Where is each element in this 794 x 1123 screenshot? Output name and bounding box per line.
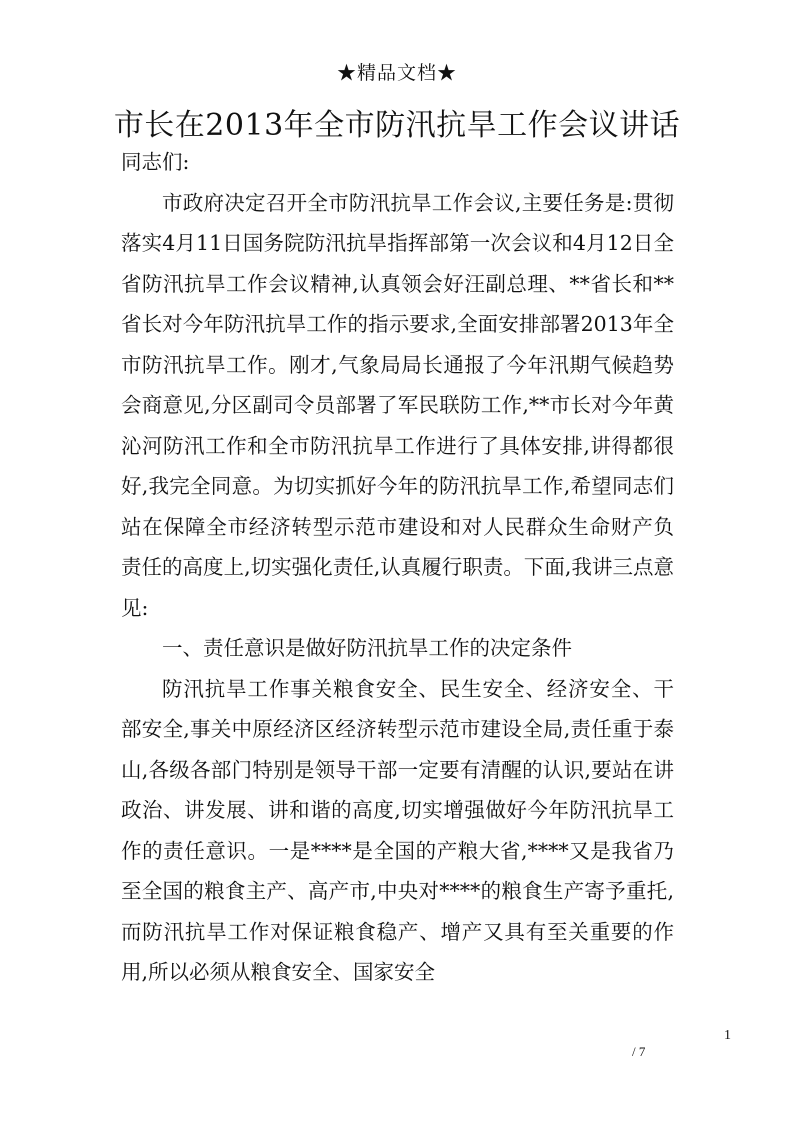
paragraph: 市政府决定召开全市防汛抗旱工作会议,主要任务是:贯彻落实4月11日国务院防汛抗旱指挥部第一次会议和4月12日全省防汛抗旱工作会议精神,认真领会好汪副总理、**省长和**省长对今年防汛抗旱工作的指示要求,全面安排部署2013年全市防汛抗旱工作。刚才,气象局局长通报了今年汛期气候趋势会商意见,分区副司令员部署了军民联防工作,**市长对今年黄沁河防汛工作和全市防汛抗旱工作进行了具体安排,讲得都很好,我完全同意。为切实抓好今年的防汛抗旱工作,希望同志们站在保障全市经济转型示范市建设和对人民群众生命财产负责任的高度上,切实强化责任,认真履行职责。下面,我讲三点意见:: [121, 190, 674, 620]
document-body: [121, 142, 674, 993]
salutation: 同志们:: [121, 150, 190, 174]
paragraph: 防汛抗旱工作事关粮食安全、民生安全、经济安全、干部安全,事关中原经济区经济转型示范市建设全局,责任重于泰山,各级各部门特别是领导干部一定要有清醒的认识,要站在讲政治、讲发展、讲和谐的高度,切实增强做好今年防汛抗旱工作的责任意识。一是****是全国的产粮大省,****又是我省乃至全国的粮食主产、高产市,中央对****的粮食生产寄予重托,而防汛抗旱工作对保证粮食稳产、增产又具有至关重要的作用,所以必须从粮食安全、国家安全: [121, 676, 674, 984]
page-number: 1: [724, 1028, 731, 1043]
section-heading: 一、责任意识是做好防汛抗旱工作的决定条件: [162, 636, 572, 660]
page-total: / 7: [632, 1044, 646, 1059]
document-title: 市长在2013年全市防汛抗旱工作会议讲话: [113, 108, 681, 143]
document-header-label: ★精品文档★: [336, 62, 457, 84]
